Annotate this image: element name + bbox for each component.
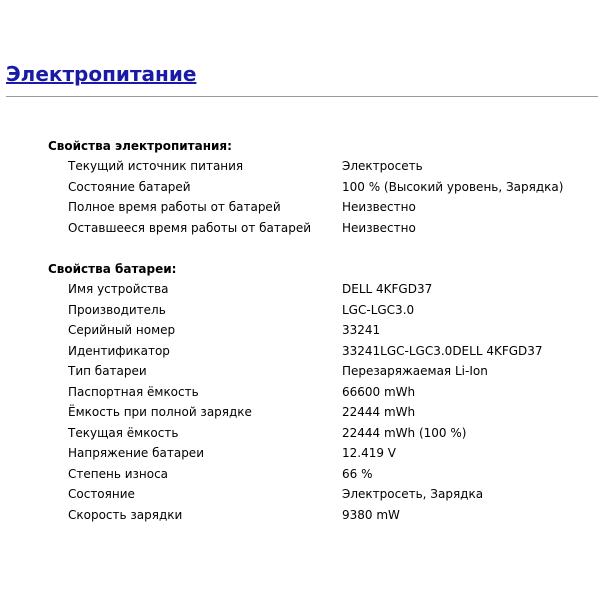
- property-row-identifier: [48, 341, 600, 362]
- property-row-battery-type: [48, 361, 600, 382]
- property-label: Имя устройства: [68, 282, 169, 296]
- property-label: Степень износа: [68, 466, 169, 481]
- property-value: Перезаряжаемая Li-Ion: [342, 364, 488, 378]
- property-value: 100 % (Высокий уровень, Зарядка): [342, 179, 564, 194]
- property-row-battery-status: [48, 177, 600, 198]
- property-label: Напряжение батареи: [68, 446, 204, 460]
- property-row-device-name: [48, 279, 600, 300]
- property-row-battery-voltage: [48, 443, 600, 464]
- page-title: Электропитание: [6, 62, 197, 86]
- property-label: Текущий источник питания: [68, 159, 244, 173]
- property-row-serial-number: [48, 320, 600, 341]
- property-value: 9380 mW: [342, 507, 400, 522]
- property-value: Электросеть, Зарядка: [342, 487, 484, 501]
- power-properties-section: [48, 136, 600, 238]
- property-label: Состояние: [68, 487, 135, 501]
- property-value: LGC-LGC3.0: [342, 302, 415, 317]
- property-label: Состояние батарей: [68, 179, 191, 194]
- power-properties-heading: Свойства электропитания:: [48, 139, 232, 153]
- property-row-design-capacity: [48, 382, 600, 403]
- property-label: Идентификатор: [68, 343, 170, 358]
- property-row-state: [48, 484, 600, 505]
- battery-properties-heading: Свойства батареи:: [48, 262, 177, 276]
- property-value: 66600 mWh: [342, 384, 416, 399]
- property-row-wear-level: [48, 464, 600, 485]
- property-value: 33241: [342, 323, 381, 337]
- property-value: Неизвестно: [342, 200, 416, 214]
- property-label: Производитель: [68, 302, 166, 317]
- property-value: Электросеть: [342, 159, 423, 173]
- property-value: 22444 mWh (100 %): [342, 425, 467, 440]
- property-row-power-source: [48, 156, 600, 177]
- property-row-manufacturer: [48, 300, 600, 321]
- property-label: Ёмкость при полной зарядке: [68, 405, 252, 419]
- property-label: Оставшееся время работы от батарей: [68, 220, 312, 235]
- property-label: Тип батареи: [68, 364, 147, 378]
- property-value: 22444 mWh: [342, 405, 416, 419]
- property-value: 12.419 V: [342, 446, 397, 460]
- property-value: DELL 4KFGD37: [342, 282, 433, 296]
- property-value: 33241LGC-LGC3.0DELL 4KFGD37: [342, 343, 543, 358]
- property-value: 66 %: [342, 466, 373, 481]
- property-value: Неизвестно: [342, 220, 416, 235]
- battery-properties-section: [48, 259, 600, 525]
- property-row-full-charge-capacity: [48, 402, 600, 423]
- property-label: Паспортная ёмкость: [68, 384, 199, 399]
- property-row-full-battery-time: [48, 197, 600, 218]
- property-label: Текущая ёмкость: [68, 425, 179, 440]
- property-row-remaining-battery-time: [48, 218, 600, 239]
- property-label: Полное время работы от батарей: [68, 200, 281, 214]
- property-row-current-capacity: [48, 423, 600, 444]
- title-divider: [6, 96, 598, 97]
- property-label: Скорость зарядки: [68, 507, 183, 522]
- property-label: Серийный номер: [68, 323, 176, 337]
- property-row-charge-rate: [48, 505, 600, 526]
